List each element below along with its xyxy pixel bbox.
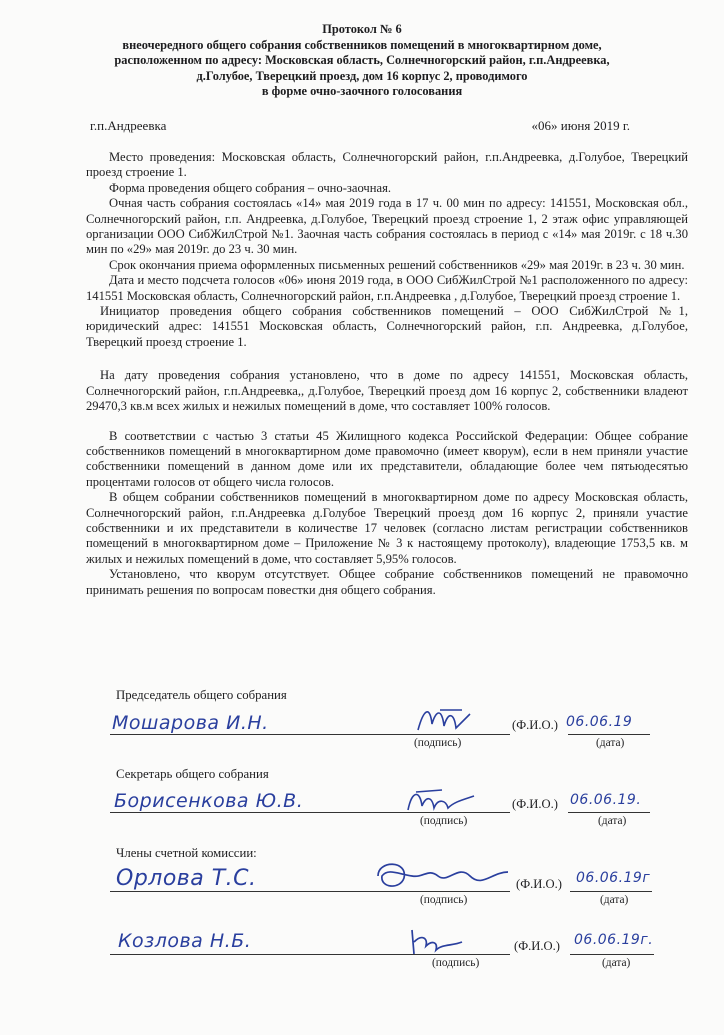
paragraph-total-area: На дату проведения собрания установлено, что в доме по адресу 141551, Московская область, Солнечногорский район, г.п.Андреевка,, д.Голубое, Тверецкий проезд дом 16 корпус 2, собственники владеют 29470,3 кв.м всех жилых и нежилых помещений в доме, что составляет 100% голосов. (86, 368, 688, 414)
commission-title: Члены счетной комиссии: (116, 846, 257, 860)
member2-date-line (570, 954, 654, 955)
paragraph-location: Место проведения: Московская область, Солнечногорский район, г.п.Андреевка, д.Голубое, Тверецкий проезд строение 1. (86, 150, 688, 180)
member2-signature-label: (подпись) (432, 957, 480, 969)
place: г.п.Андреевка (90, 118, 167, 133)
paragraph-deadline: Срок окончания приема оформленных письменных решений собственников «29» мая 2019г. в 23 ч. 30 мин. (109, 257, 685, 272)
chair-date: 06.06.19 (566, 714, 633, 730)
paragraph-form: Форма проведения общего собрания – очно-заочная. (109, 180, 392, 195)
header-line-2: внеочередного общего собрания собственников помещений в многоквартирном доме, (122, 37, 602, 52)
member2-signature (402, 924, 482, 960)
place-date-line (90, 118, 630, 134)
chair-signature-label: (подпись) (414, 737, 462, 749)
member1-signature (368, 854, 518, 898)
paragraph-quorum: Установлено, что кворум отсутствует. Общее собрание собственников помещений не правомочно принимать решения по вопросам повестки дня общего собрания. (86, 567, 688, 597)
header-line-5: в форме очно-заочного голосования (261, 84, 463, 98)
secretary-date-line (568, 812, 650, 813)
secretary-date: 06.06.19. (570, 792, 642, 808)
secretary-title: Секретарь общего собрания (116, 767, 269, 781)
member2-date: 06.06.19г. (574, 932, 654, 948)
document-date: «06» июня 2019 г. (531, 118, 630, 133)
paragraph-legal-basis: В соответствии с частью 3 статьи 45 Жилищного кодекса Российской Федерации: Общее собрание собственников помещений в многоквартирном доме правомочно (имеет кворум), если в нем приняли участие собственники помещений в данном доме или их представители, обладающие более чем пятьюдесятью процентами голосов от общего числа голосов. (86, 428, 688, 489)
secretary-signature-label: (подпись) (420, 815, 468, 827)
member1-date: 06.06.19г (576, 870, 651, 886)
paragraph-vote-count: Дата и место подсчета голосов «06» июня 2019 года, в ООО СибЖилСтрой №1 расположенного по адресу: 141551 Московская область, Солнечногорский район, г.п.Андреевка , д.Голубое, Тверецкий проезд строение 1. (86, 273, 688, 303)
chair-title: Председатель общего собрания (116, 688, 287, 702)
secretary-date-label: (дата) (598, 815, 627, 827)
chair-handwritten-name: Мошарова И.Н. (112, 712, 269, 734)
paragraph-in-person-part: Очная часть собрания состоялась «14» мая 2019 года в 17 ч. 00 мин по адресу: 141551, Московская обл., Солнечногорский район, г.п. Андреевка, д.Голубое, Тверецкий проезд строение 1, 2 этаж офис управляющей организации ООО СибЖилСтрой №1. Заочная часть собрания состоялась в период с «14» мая 2019г. с 18 ч.30 мин по «29» мая 2019г. до 23 ч. 30 мин. (86, 196, 688, 257)
member1-signature-label: (подпись) (420, 894, 468, 906)
paragraph-initiator: Инициатор проведения общего собрания собственников помещений – ООО СибЖилСтрой №1, юридический адрес: 141551 Московская область, Солнечногорский район, г.п. Андреевка, д.Голубое, Тверецкий проезд строение 1. (86, 304, 688, 349)
member1-fio-label: (Ф.И.О.) (516, 877, 562, 891)
document-body (86, 150, 688, 598)
member1-handwritten-name: Орлова Т.С. (116, 866, 257, 891)
protocol-title: Протокол № 6 (322, 22, 402, 36)
chair-date-label: (дата) (596, 737, 625, 749)
header-line-3: расположенном по адресу: Московская область, Солнечногорский район, г.п.Андреевка, (114, 53, 610, 67)
member1-date-line (570, 891, 652, 892)
member2-handwritten-name: Козлова Н.Б. (118, 930, 252, 952)
member2-fio-label: (Ф.И.О.) (514, 939, 560, 953)
document-header (60, 22, 664, 100)
header-line-4: д.Голубое, Тверецкий проезд, дом 16 корпус 2, проводимого (196, 68, 528, 83)
secretary-handwritten-name: Борисенкова Ю.В. (114, 790, 304, 812)
paragraph-participation: В общем собрании собственников помещений в многоквартирном доме по адресу Московская область, Солнечногорский район, г.п.Андреевка д.Голубое Тверецкий проезд дом 16 корпус 2, приняли участие собственники и их представители в количестве 17 человек (согласно листам регистрации собственников помещений в многоквартирном доме – Приложение № 3 к настоящему протоколу), владеющие 1753,5 кв. м жилых и нежилых помещений в доме, что составляет 5,95% голосов. (86, 490, 688, 566)
member1-date-label: (дата) (600, 894, 629, 906)
chair-date-line (568, 734, 650, 735)
secretary-fio-label: (Ф.И.О.) (512, 797, 558, 811)
chair-fio-label: (Ф.И.О.) (512, 718, 558, 732)
member2-date-label: (дата) (602, 957, 631, 969)
chair-signature (410, 700, 480, 740)
